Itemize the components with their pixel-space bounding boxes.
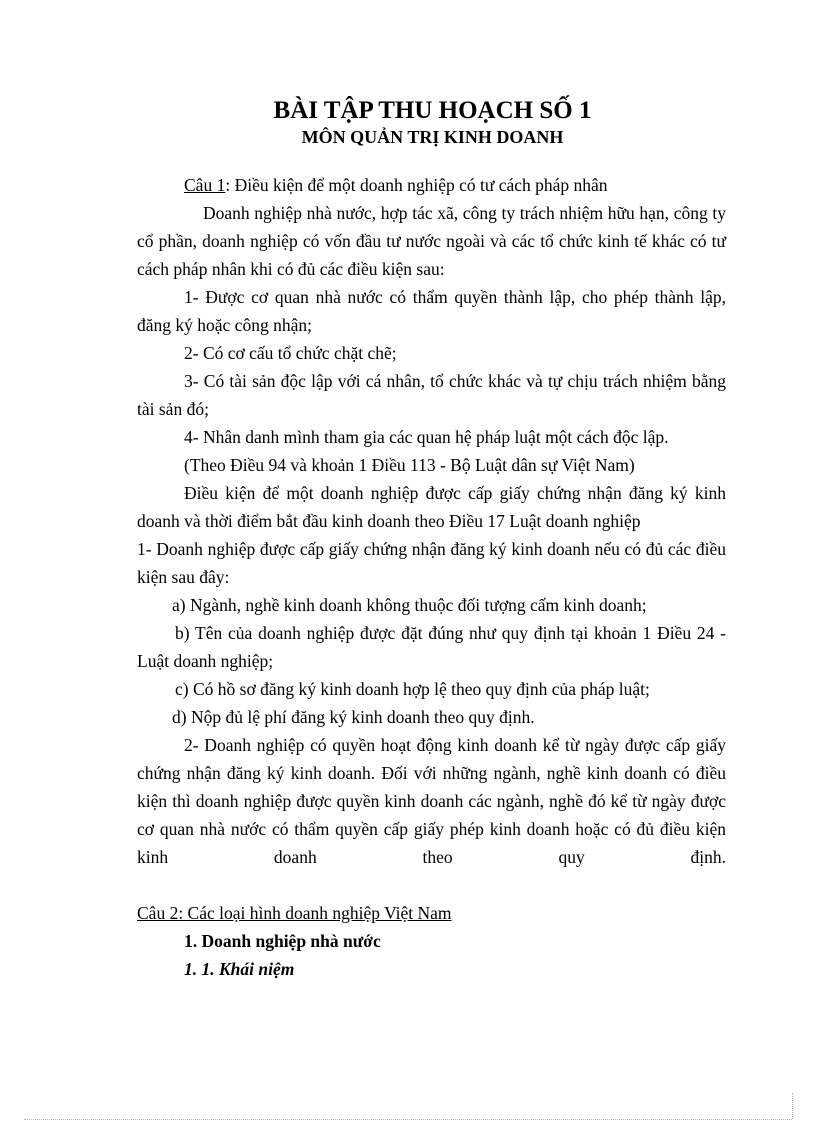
cau2-heading	[137, 899, 726, 927]
cau1-intro-paragraph: Doanh nghiệp nhà nước, hợp tác xã, công ty trách nhiệm hữu hạn, công ty cổ phần, doanh nghiệp có vốn đầu tư nước ngoài và các tổ chức kinh tế khác có tư cách pháp nhân khi có đủ các điều kiện sau:	[137, 203, 726, 279]
registration-item: d) Nộp đủ lệ phí đăng ký kinh doanh theo quy định.	[172, 707, 535, 727]
page-border-line	[24, 1119, 792, 1120]
page-subtitle: MÔN QUẢN TRỊ KINH DOANH	[301, 127, 564, 147]
registration-item: a) Ngành, nghề kinh doanh không thuộc đối tượng cấm kinh doanh;	[172, 595, 647, 615]
registration-point-2: 2- Doanh nghiệp có quyền hoạt động kinh doanh kể từ ngày được cấp giấy chứng nhận đăng ký kinh doanh. Đối với những ngành, nghề kinh doanh có điều kiện thì doanh nghiệp được quyền kinh doanh các ngành, nghề đó kể từ ngày được cơ quan nhà nước có thẩm quyền cấp giấy phép kinh doanh hoặc có đủ điều kiện kinh doanh theo quy định.	[137, 735, 726, 867]
registration-point-1: 1- Doanh nghiệp được cấp giấy chứng nhận đăng ký kinh doanh nếu có đủ các điều kiện sau đây:	[137, 539, 726, 587]
condition-item: 1- Được cơ quan nhà nước có thẩm quyền thành lập, cho phép thành lập, đăng ký hoặc công nhận;	[137, 287, 726, 335]
page-title: BÀI TẬP THU HOẠCH SỐ 1	[273, 97, 592, 124]
condition-item: 4- Nhân danh mình tham gia các quan hệ pháp luật một cách độc lập.	[184, 427, 669, 447]
registration-intro-paragraph: Điều kiện để một doanh nghiệp được cấp giấy chứng nhận đăng ký kinh doanh và thời điểm bắt đầu kinh doanh theo Điều 17 Luật doanh nghiệp	[137, 483, 726, 531]
subsection-heading: 1. 1. Khái niệm	[184, 959, 295, 979]
cau1-heading-text: : Điều kiện để một doanh nghiệp có tư cách pháp nhân	[225, 175, 608, 195]
condition-item: 2- Có cơ cấu tổ chức chặt chẽ;	[184, 343, 397, 363]
page-corner-mark	[792, 1093, 793, 1119]
document-body	[137, 171, 726, 983]
cau1-heading	[137, 171, 726, 199]
section-spacer	[137, 871, 726, 899]
registration-item: b) Tên của doanh nghiệp được đặt đúng như quy định tại khoản 1 Điều 24 -Luật doanh nghiệp;	[137, 623, 726, 671]
section-heading: 1. Doanh nghiệp nhà nước	[184, 931, 381, 951]
cau1-label: Câu 1	[184, 175, 226, 195]
condition-item: 3- Có tài sản độc lập với cá nhân, tổ chức khác và tự chịu trách nhiệm bằng tài sản đó;	[137, 371, 726, 419]
registration-item: c) Có hồ sơ đăng ký kinh doanh hợp lệ theo quy định của pháp luật;	[175, 679, 650, 699]
source-note: (Theo Điều 94 và khoản 1 Điều 113 - Bộ Luật dân sự Việt Nam)	[184, 455, 635, 475]
cau2-heading-text: Câu 2: Các loại hình doanh nghiệp Việt Nam	[137, 903, 452, 923]
